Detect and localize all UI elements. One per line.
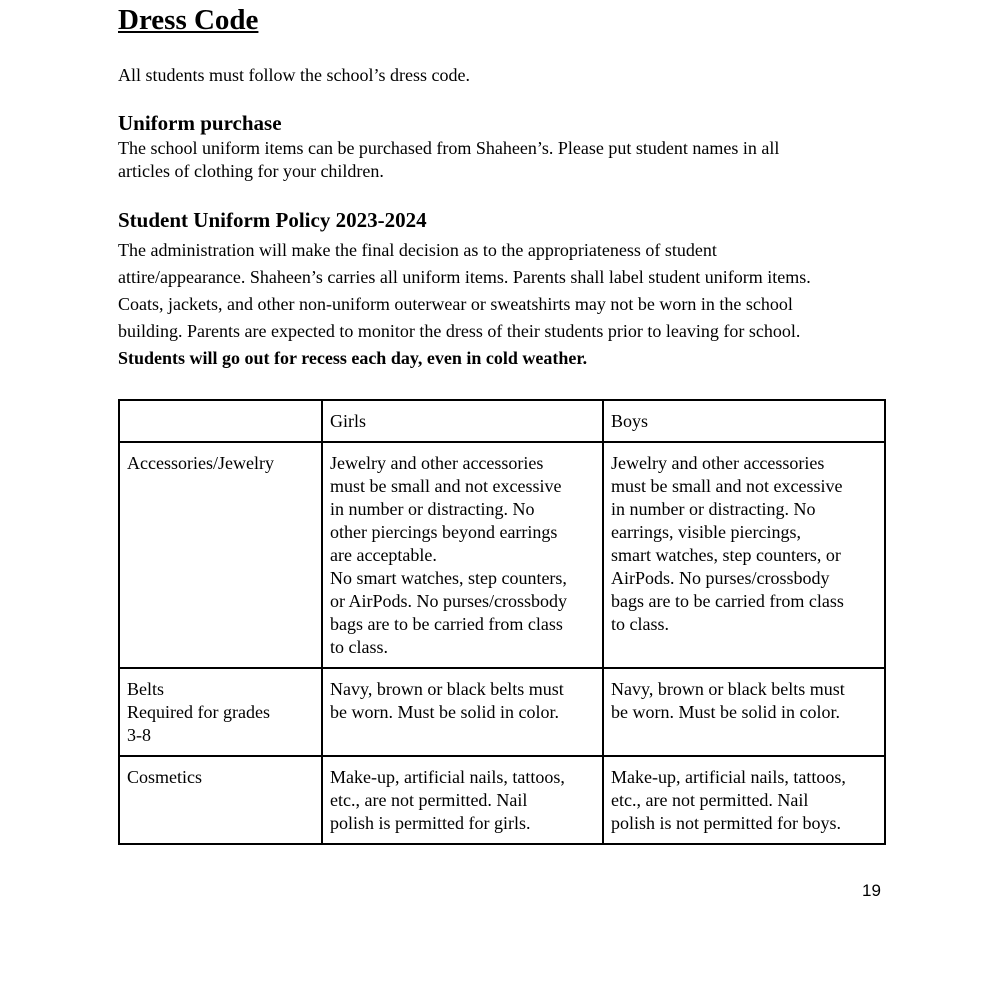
text-line: The administration will make the final decision as to the appropriateness of student	[118, 240, 717, 260]
cell-text-line: etc., are not permitted. Nail	[611, 790, 809, 810]
table-cell-girls	[322, 442, 603, 668]
uniform-purchase-text	[118, 137, 898, 183]
cell-text-line: No smart watches, step counters,	[330, 568, 567, 588]
table-cell-boys	[603, 756, 885, 844]
uniform-purchase-heading: Uniform purchase	[118, 111, 282, 135]
text-line: building. Parents are expected to monitor the dress of their students prior to leaving for school.	[118, 321, 801, 341]
header-cell-boys: Boys	[603, 400, 885, 442]
cell-text-line: other piercings beyond earrings	[330, 522, 558, 542]
table-cell-girls	[322, 668, 603, 756]
text-line: Coats, jackets, and other non-uniform outerwear or sweatshirts may not be worn in the school	[118, 294, 793, 314]
cell-text-line: Cosmetics	[127, 767, 202, 787]
cell-text-line: to class.	[330, 637, 388, 657]
cell-text-line: earrings, visible piercings,	[611, 522, 801, 542]
table-cell-boys	[603, 442, 885, 668]
table-row	[119, 668, 885, 756]
cell-text-line: in number or distracting. No	[611, 499, 816, 519]
uniform-policy-text	[118, 237, 898, 372]
table-cell-girls	[322, 756, 603, 844]
cell-text-line: in number or distracting. No	[330, 499, 535, 519]
header-cell-girls: Girls	[322, 400, 603, 442]
cell-text-line: polish is not permitted for boys.	[611, 813, 841, 833]
recess-notice: Students will go out for recess each day, even in cold weather.	[118, 348, 588, 368]
table-cell-label	[119, 668, 322, 756]
cell-text-line: are acceptable.	[330, 545, 437, 565]
table-cell-label	[119, 442, 322, 668]
table-row	[119, 756, 885, 844]
table-row	[119, 442, 885, 668]
cell-text-line: etc., are not permitted. Nail	[330, 790, 528, 810]
intro-text: All students must follow the school’s dress code.	[118, 65, 470, 85]
cell-text-line: or AirPods. No purses/crossbody	[330, 591, 567, 611]
cell-text-line: must be small and not excessive	[611, 476, 843, 496]
cell-text-line: Navy, brown or black belts must	[611, 679, 845, 699]
dress-code-table	[118, 399, 886, 845]
cell-text-line: polish is permitted for girls.	[330, 813, 531, 833]
cell-text-line: Jewelry and other accessories	[330, 453, 544, 473]
cell-text-line: bags are to be carried from class	[330, 614, 563, 634]
cell-text-line: Belts	[127, 679, 165, 699]
page-number: 19	[862, 881, 881, 900]
cell-text-line: AirPods. No purses/crossbody	[611, 568, 830, 588]
cell-text-line: be worn. Must be solid in color.	[611, 702, 840, 722]
cell-text-line: Make-up, artificial nails, tattoos,	[611, 767, 846, 787]
cell-text-line: Jewelry and other accessories	[611, 453, 825, 473]
text-line: attire/appearance. Shaheen’s carries all uniform items. Parents shall label student uniform items.	[118, 267, 811, 287]
cell-text-line: must be small and not excessive	[330, 476, 562, 496]
table-cell-label	[119, 756, 322, 844]
text-line: articles of clothing for your children.	[118, 161, 384, 181]
page-title: Dress Code	[118, 4, 259, 36]
cell-text-line: smart watches, step counters, or	[611, 545, 841, 565]
cell-text-line: 3-8	[127, 725, 151, 745]
cell-text-line: to class.	[611, 614, 669, 634]
cell-text-line: Required for grades	[127, 702, 270, 722]
cell-text-line: be worn. Must be solid in color.	[330, 702, 559, 722]
header-cell-empty	[119, 400, 322, 442]
uniform-policy-heading: Student Uniform Policy 2023-2024	[118, 208, 427, 232]
cell-text-line: Navy, brown or black belts must	[330, 679, 564, 699]
table-cell-boys	[603, 668, 885, 756]
table-header-row	[119, 400, 885, 442]
text-line: The school uniform items can be purchased from Shaheen’s. Please put student names in all	[118, 138, 780, 158]
cell-text-line: Make-up, artificial nails, tattoos,	[330, 767, 565, 787]
cell-text-line: Accessories/Jewelry	[127, 453, 274, 473]
cell-text-line: bags are to be carried from class	[611, 591, 844, 611]
